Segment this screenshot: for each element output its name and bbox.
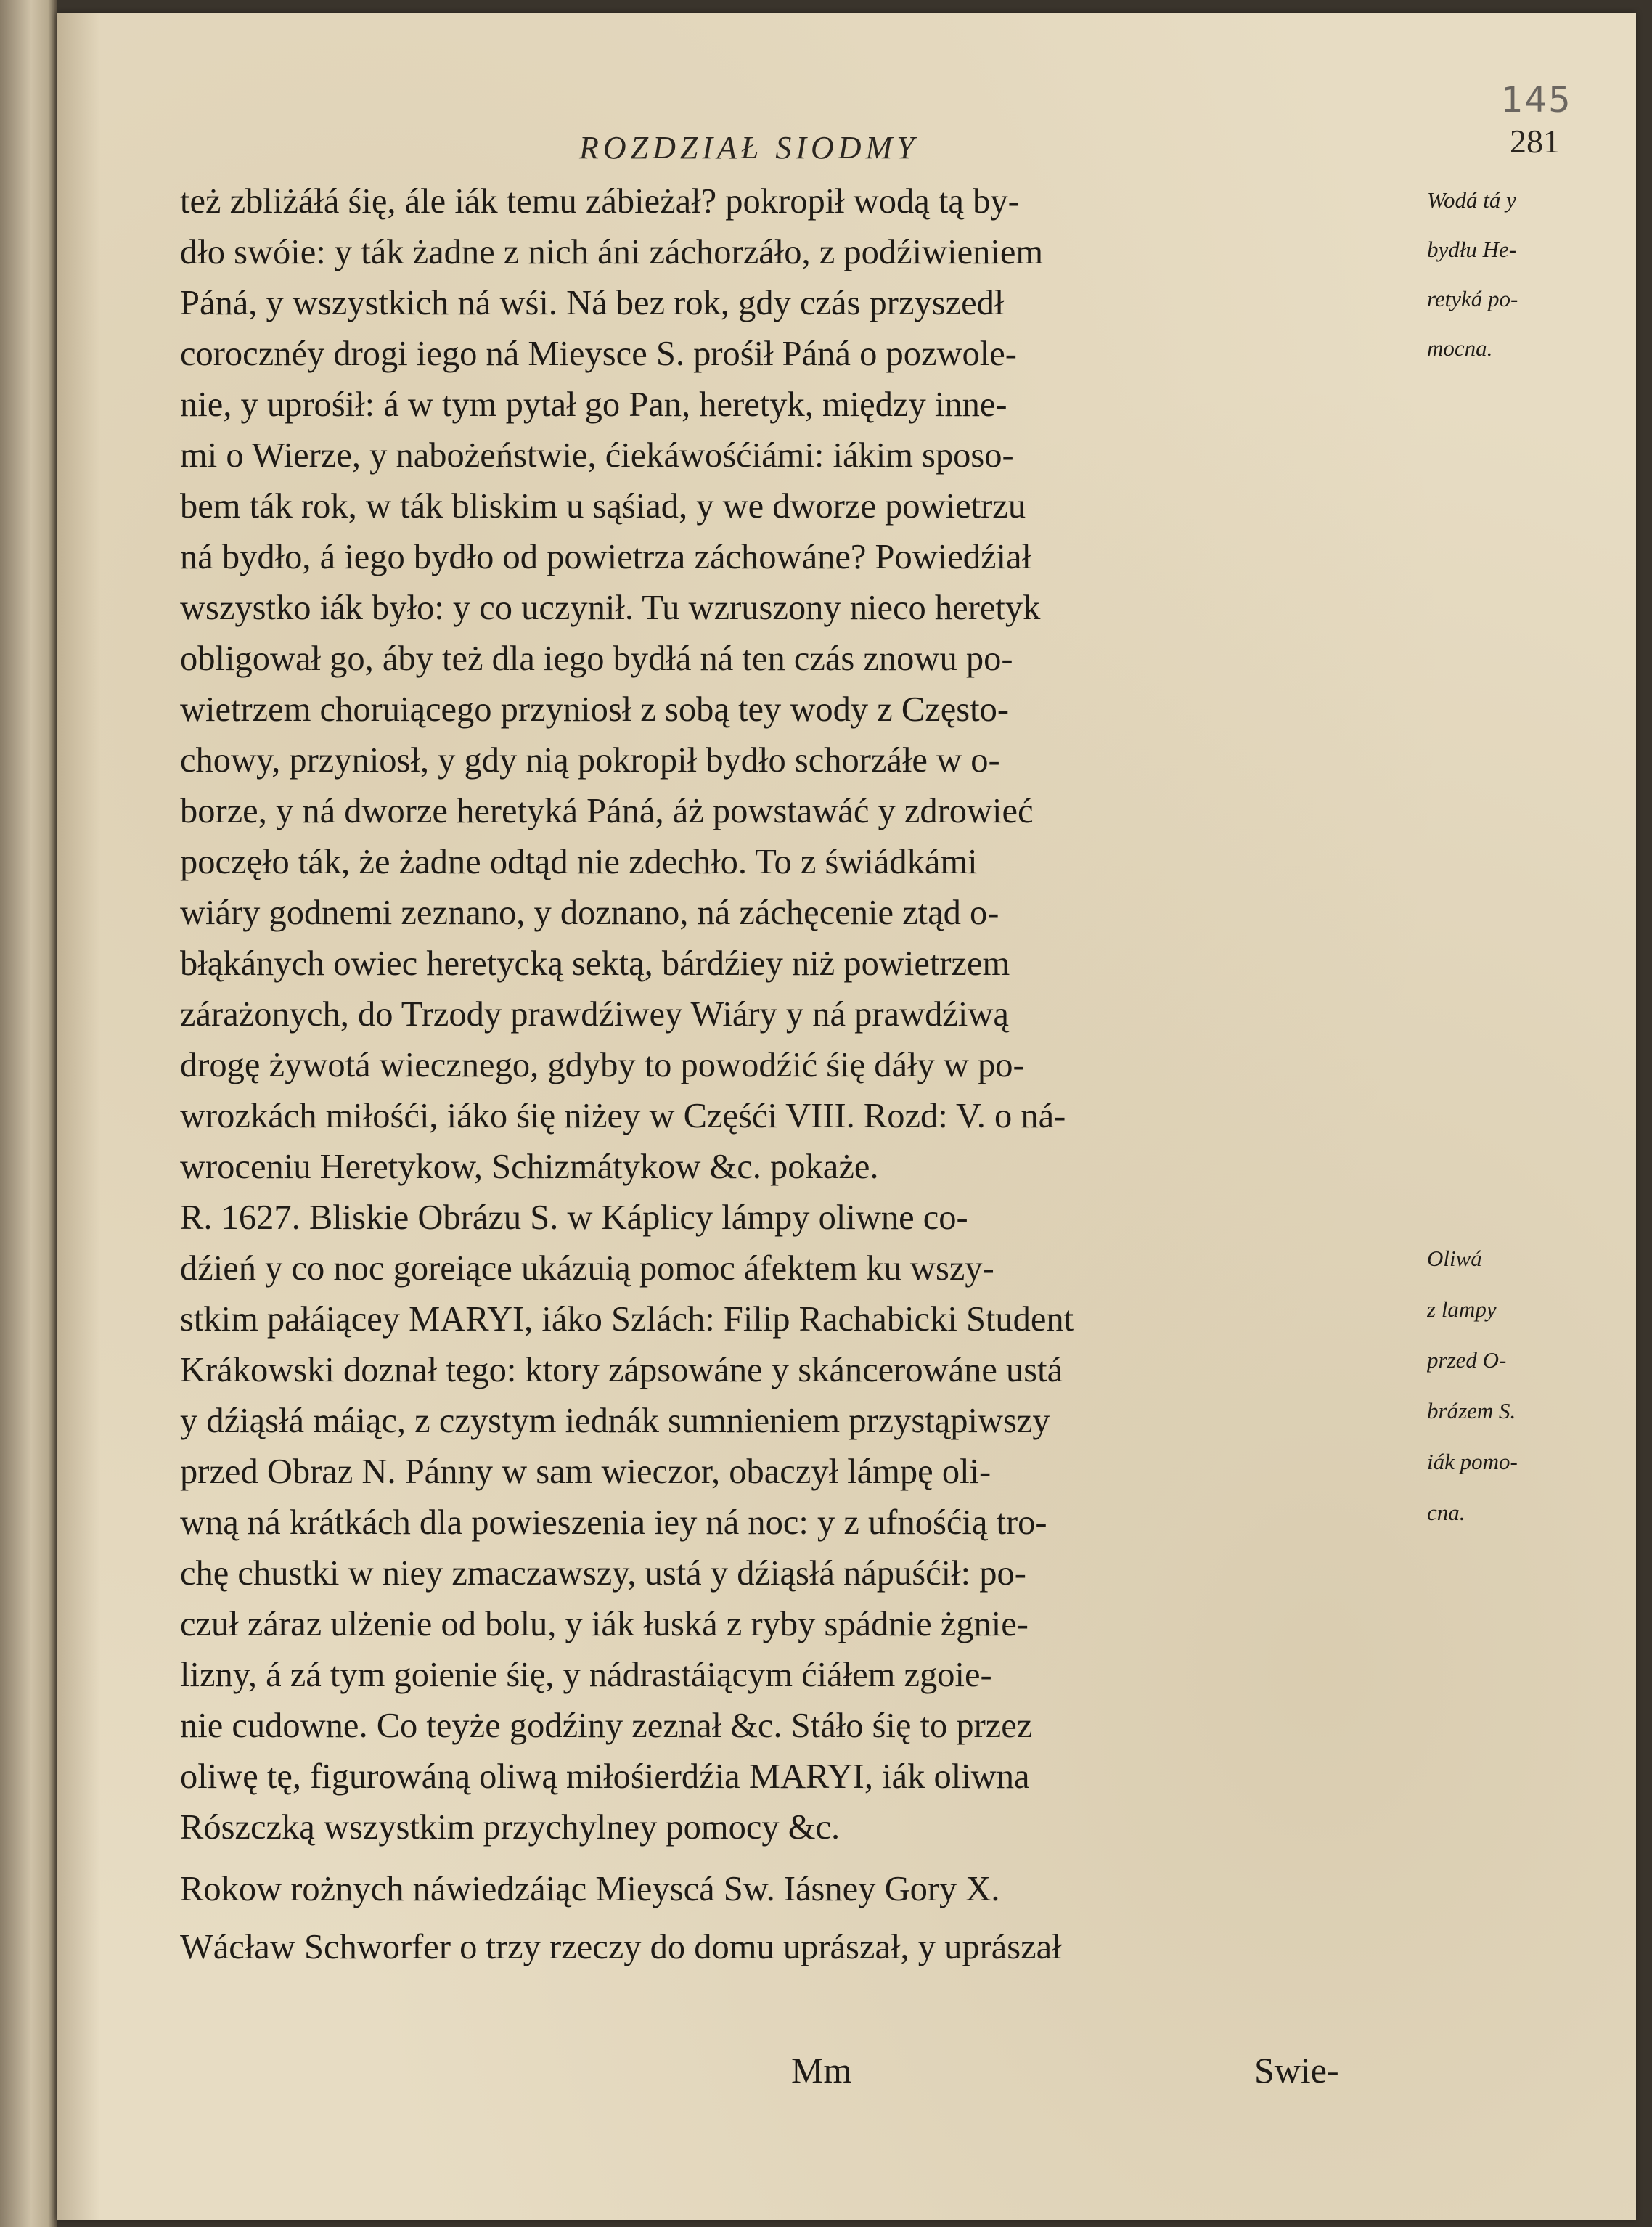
text-line: stkim pałáiącey MARYI, iáko Szlách: Filip Rachabicki Student [180, 1300, 1074, 1339]
margin-note: mocna. [1427, 335, 1493, 361]
text-line: oliwę tę, figurowáną oliwą miłośierdźia MARYI, iák oliwna [180, 1757, 1030, 1796]
text-line: bem ták rok, w ták bliskim u sąśiad, y we dworze powietrzu [180, 487, 1026, 526]
margin-note: brázem S. [1427, 1398, 1516, 1423]
book-page [57, 13, 1636, 2220]
margin-note: Oliwá [1427, 1246, 1482, 1271]
text-line: corocznéy drogi iego ná Mieysce S. prośił Páná o pozwole- [180, 335, 1017, 373]
text-line: czuł záraz ulżenie od bolu, y iák łuská z ryby spádnie żgnie- [180, 1605, 1029, 1643]
text-line: Wácław Schworfer o trzy rzeczy do domu uprászał, y uprászał [180, 1928, 1062, 1966]
text-line: Rószczką wszystkim przychylney pomocy &c. [180, 1808, 841, 1847]
text-line: dło swóie: y ták żadne z nich áni záchorzáło, z podźiwieniem [180, 233, 1044, 271]
text-line: dźień y co noc goreiące ukázuią pomoc áfektem ku wszy- [180, 1249, 994, 1288]
text-line: chowy, przyniosł, y gdy nią pokropił bydło schorzáłe w o- [180, 741, 1000, 780]
text-line: przed Obraz N. Pánny w sam wieczor, obaczył lámpę oli- [180, 1452, 991, 1491]
text-line: chę chustki w niey zmaczawszy, ustá y dźiąsłá nápuśćił: po- [180, 1554, 1026, 1593]
text-line: ná bydło, á iego bydło od powietrza záchowáne? Powiedźiał [180, 538, 1032, 576]
text-line: wiáry godnemi zeznano, y doznano, ná záchęcenie ztąd o- [180, 894, 999, 932]
margin-note: Wodá tá y [1427, 187, 1516, 213]
text-line: też zbliżáłá śię, ále iák temu zábieżał? pokropił wodą tą by- [180, 182, 1020, 221]
facing-page-edge [0, 0, 57, 2227]
text-line: Páná, y wszystkich ná wśi. Ná bez rok, gdy czás przyszedł [180, 284, 1005, 322]
margin-note: z lampy [1427, 1296, 1497, 1322]
text-line: Krákowski doznał tego: ktory zápsowáne y skáncerowáne ustá [180, 1351, 1063, 1389]
margin-note: bydłu He- [1427, 237, 1517, 262]
text-line: mi o Wierze, y nabożeństwie, ćiekáwośćiámi: iákim sposo- [180, 436, 1014, 475]
margin-note: iák pomo- [1427, 1449, 1518, 1474]
text-line: wszystko iák było: y co uczynił. Tu wzruszony nieco heretyk [180, 589, 1041, 627]
text-line: nie cudowne. Co teyże godźiny zeznał &c. Stáło śię to przez [180, 1707, 1033, 1745]
catchword: Swie- [1254, 2050, 1339, 2091]
text-line: y dźiąsłá máiąc, z czystym iednák sumnieniem przystąpiwszy [180, 1402, 1050, 1440]
margin-note: cna. [1427, 1500, 1465, 1525]
handwritten-folio-number: 145 [1501, 80, 1572, 120]
text-line: błąkánych owiec heretycką sektą, bárdźiey niż powietrzem [180, 944, 1010, 983]
text-line: borze, y ná dworze heretyká Páná, áż powstawáć y zdrowieć [180, 792, 1034, 830]
text-line: poczęło ták, że żadne odtąd nie zdechło. To z świádkámi [180, 843, 978, 881]
text-line: drogę żywotá wiecznego, gdyby to powodźić śię dáły w po- [180, 1046, 1025, 1084]
text-line: nie, y uprośił: á w tym pytał go Pan, heretyk, między inne- [180, 385, 1007, 424]
text-line: R. 1627. Bliskie Obrázu S. w Káplicy lámpy oliwne co- [180, 1198, 968, 1237]
text-line: wrozkách miłośći, iáko śię niżey w Częśći VIII. Rozd: V. o ná- [180, 1097, 1066, 1135]
text-line: lizny, á zá tym goienie śię, y nádrastáiącym ćiáłem zgoie- [180, 1656, 992, 1694]
text-line: Rokow rożnych náwiedzáiąc Mieyscá Sw. Iásney Gory X. [180, 1870, 1000, 1908]
page-number: 281 [1510, 123, 1560, 160]
text-line: wną ná krátkách dla powieszenia iey ná noc: y z ufnośćią tro- [180, 1503, 1047, 1542]
running-head: ROZDZIAŁ SIODMY [579, 130, 919, 166]
signature-mark: Mm [791, 2050, 852, 2091]
text-line: wroceniu Heretykow, Schizmátykow &c. pokaże. [180, 1148, 879, 1186]
text-line: wietrzem choruiącego przyniosł z sobą tey wody z Często- [180, 690, 1010, 729]
margin-note: przed O- [1427, 1347, 1507, 1373]
text-line: obligował go, áby też dla iego bydłá ná ten czás znowu po- [180, 640, 1013, 678]
margin-note: retyká po- [1427, 286, 1518, 311]
text-line: zárażonych, do Trzody prawdźiwey Wiáry y ná prawdźiwą [180, 995, 1009, 1034]
